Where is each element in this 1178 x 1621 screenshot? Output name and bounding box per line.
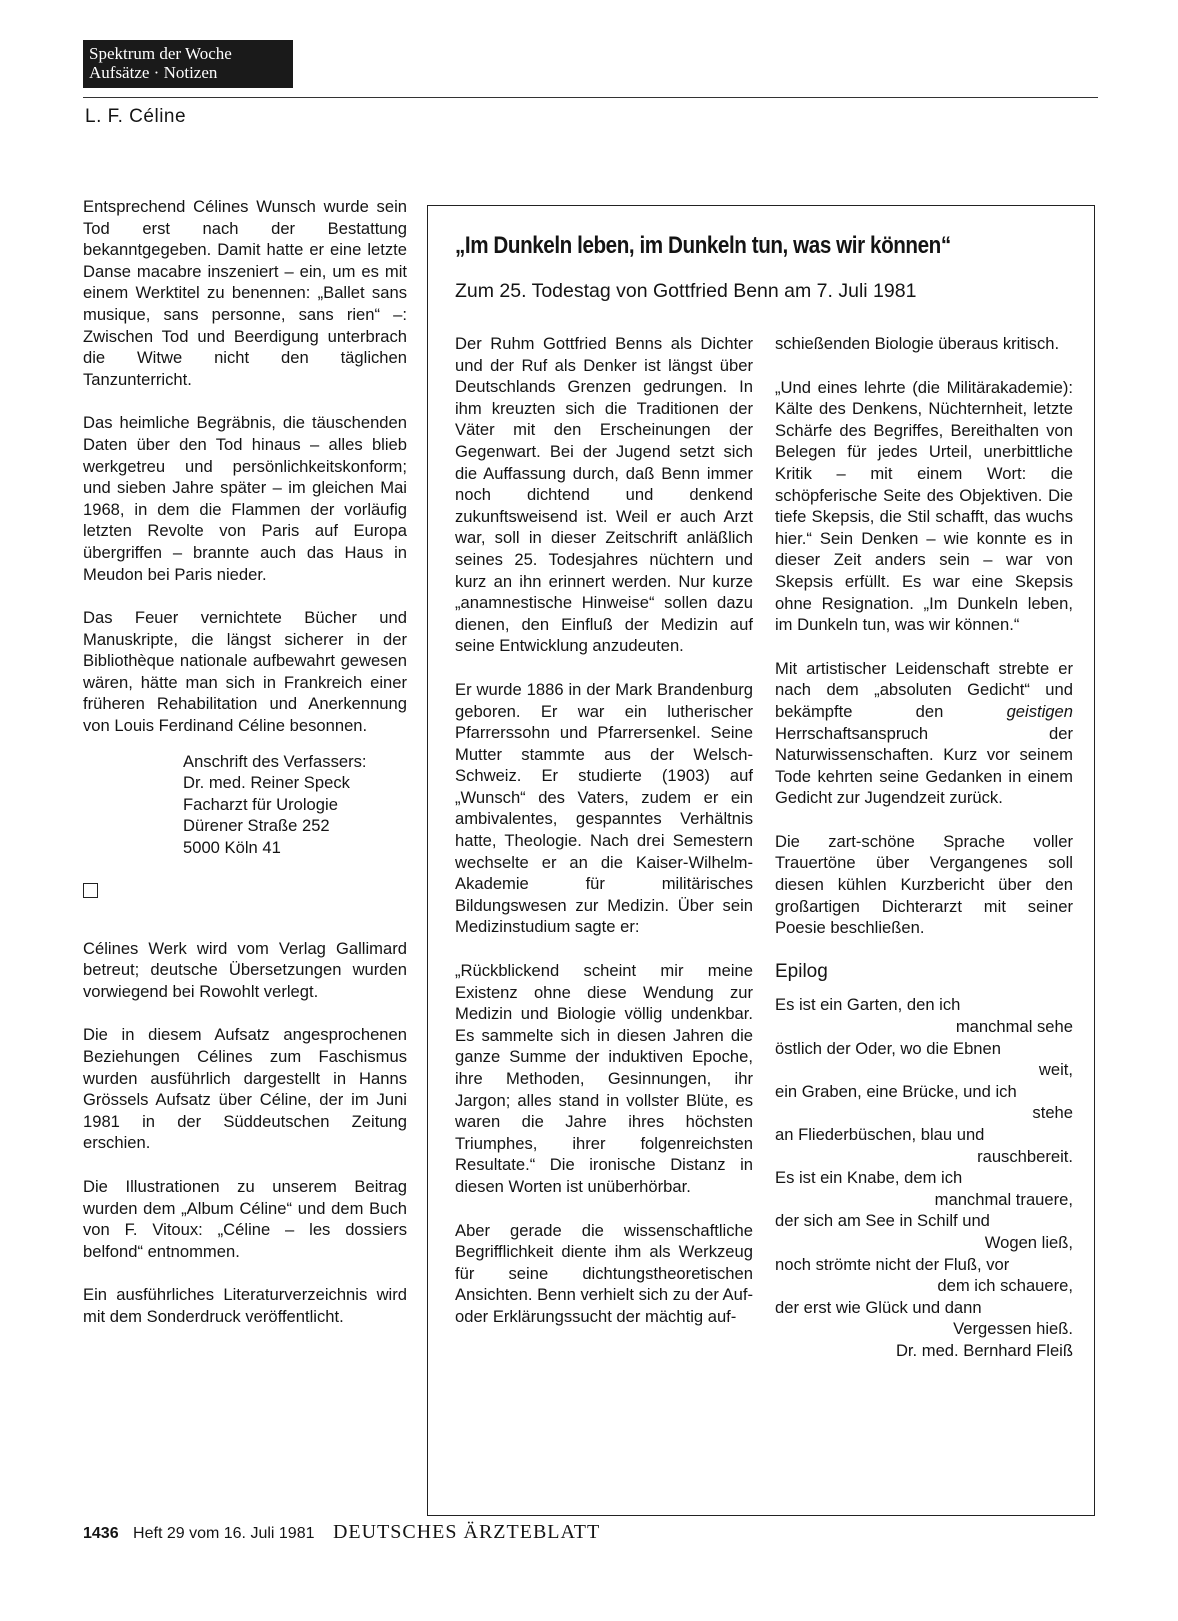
poem-line-end: Wogen ließ, [984, 1232, 1073, 1252]
paragraph: Das Feuer vernichtete Bücher und Manuskripte, die längst sicherer in der Bibliothèque nationale aufbewahrt gewesen wären, hätte man sich in Frankreich einer früheren Rehabilitation und Anerkennung von Louis Ferdinand Céline besonnen. [83, 608, 407, 736]
box-headline: „Im Dunkeln leben, im Dunkeln tun, was wir können“ [455, 232, 951, 259]
poem-line: Es ist ein Knabe, dem ich [775, 1168, 963, 1188]
address-line: 5000 Köln 41 [183, 838, 281, 858]
note-paragraph: Ein ausführliches Literaturverzeichnis wird mit dem Sonderdruck veröffentlicht. [83, 1285, 407, 1326]
section-rubric [83, 40, 293, 88]
paragraph: Aber gerade die wissenschaftliche Begrifflichkeit diente ihm als Werkzeug für seine dichtungstheoretischen Ansichten. Benn verhielt sich zu der Auf- oder Erklärungssucht der mächtig auf- [455, 1220, 753, 1326]
poem-line-end: weit, [1038, 1060, 1073, 1080]
address-line: Anschrift des Verfassers: [183, 751, 367, 771]
poem-line: der sich am See in Schilf und [775, 1211, 990, 1231]
poem-signature: Dr. med. Bernhard Fleiß [895, 1340, 1073, 1360]
poem-line: Es ist ein Garten, den ich [775, 995, 961, 1015]
rubric-line-2: Aufsätze · Notizen [89, 63, 218, 82]
paragraph: Das heimliche Begräbnis, die täuschenden Daten über den Tod hinaus – alles blieb werkgetreu und persönlichkeitskonform; und sieben Jahre später – im gleichen Mai 1968, in dem die Flammen der vorläufig letzten Revolte von Paris auf Europa übergriffen – brannte auch das Haus in Meudon bei Paris nieder. [83, 413, 407, 584]
epilog-heading: Epilog [775, 960, 828, 982]
paragraph: „Und eines lehrte (die Militärakademie): Kälte des Denkens, Nüchternheit, letzte Schärfe des Begriffes, Bereithalten von Belegen für jedes Urteil, unerbittliche Kritik – mit einem Wort: die schöpferische Seite des Objektiven. Die tiefe Skepsis, die Stil schafft, das wuchs hier.“ Sein Denken – wie konnte es in dieser Zeit anders sein – war von Skepsis erfüllt. Es war eine Skepsis ohne Resignation. „Im Dunkeln leben, im Dunkeln tun, was wir können.“ [775, 377, 1073, 635]
box-middle-column [455, 333, 753, 1350]
rubric-line-1: Spektrum der Woche [89, 44, 232, 63]
poem-line: ein Graben, eine Brücke, und ich [775, 1081, 1017, 1101]
address-line: Dürener Straße 252 [183, 816, 330, 836]
paragraph: Der Ruhm Gottfried Benns als Dichter und der Ruf als Denker ist längst über Deutschlands Grenzen gedrungen. In ihm kreuzten sich die Traditionen der Väter mit den Erscheinungen der Gegenwart. Bei der Jugend setzt sich die Auffassung durch, daß Benn immer noch dichtend und denkend zukunftsweisend ist. Weil er auch Arzt war, soll in dieser Zeitschrift anläßlich seines 25. Todesjahres nüchtern und kurz an ihn erinnert werden. Nur kurze „anamnestische Hinweise“ sollen dazu dienen, den Einfluß der Medizin auf seine Entwicklung anzudeuten. [455, 334, 753, 656]
paragraph-text: Mit artistischer Leidenschaft strebte er nach dem „absoluten Gedicht“ und bekämpfte den [775, 658, 1073, 721]
poem-line: der erst wie Glück und dann [775, 1297, 982, 1317]
issue-info: Heft 29 vom 16. Juli 1981 [133, 1525, 315, 1542]
poem-line-end: manchmal sehe [955, 1017, 1073, 1037]
address-line: Dr. med. Reiner Speck [183, 773, 350, 793]
note-paragraph: Die Illustrationen zu unserem Beitrag wurden dem „Album Céline“ und dem Buch von F. Vitoux: „Céline – les dossiers belfond“ entnommen. [83, 1176, 407, 1261]
poem-line: östlich der Oder, wo die Ebnen [775, 1038, 1001, 1058]
note-paragraph: Die in diesem Aufsatz angesprochenen Beziehungen Célines zum Faschismus wurden ausführlich dargestellt in Hanns Grössels Aufsatz über Céline, der im Juni 1981 in der Süddeutschen Zeitung erschien. [83, 1025, 407, 1153]
poem [775, 994, 1073, 1340]
poem-line: noch strömte nicht der Fluß, vor [775, 1254, 1010, 1274]
author-address [183, 751, 407, 859]
paragraph [775, 658, 1073, 809]
address-line: Facharzt für Urologie [183, 794, 338, 814]
page-number: 1436 [83, 1525, 119, 1542]
box-subhead: Zum 25. Todestag von Gottfried Benn am 7. Juli 1981 [455, 280, 917, 302]
poem-line-end: dem ich schauere, [937, 1276, 1073, 1296]
paragraph: Er wurde 1886 in der Mark Brandenburg geboren. Er war ein lutherischer Pfarrerssohn und Pfarrersenkel. Seine Mutter stammte aus der Welsch-Schweiz. Er studierte (1903) auf „Wunsch“ des Vaters, zudem er ein ambivalentes, gespanntes Verhältnis hatte, Theologie. Nach drei Semestern wechselte er an die Kaiser-Wilhelm-Akademie für militärisches Bildungswesen zur Medizin. Über sein Medizinstudium sagte er: [455, 679, 753, 937]
note-paragraph: Célines Werk wird vom Verlag Gallimard betreut; deutsche Übersetzungen wurden vorwiegend bei Rowohlt verlegt. [83, 938, 407, 1001]
paragraph: schießenden Biologie überaus kritisch. [775, 334, 1060, 353]
paragraph: Die zart-schöne Sprache voller Trauertöne über Vergangenes soll diesen kühlen Kurzbericht über den großartigen Dichterarzt mit seiner Poesie beschließen. [775, 831, 1073, 938]
box-right-column [775, 333, 1073, 1362]
article-author: L. F. Céline [85, 106, 187, 127]
poem-line-end: rauschbereit. [977, 1146, 1073, 1166]
paragraph-text: Herrschaftsanspruch der Naturwissenschaften. Kurz vor seinem Tode kehrten seine Gedanken in einem Gedicht zur Jugendzeit zurück. [775, 723, 1073, 808]
magazine-title: DEUTSCHES ÄRZTEBLATT [332, 1521, 601, 1543]
poem-line-end: stehe [1032, 1103, 1073, 1123]
left-column [83, 196, 407, 1350]
paragraph: Entsprechend Célines Wunsch wurde sein Tod erst nach der Bestattung bekanntgegeben. Damit hatte er eine letzte Danse macabre inszeniert – ein, um es mit einem Werktitel zu benennen: „Ballet sans musique, sans personne, sans rien“ –: Zwischen Tod und Beerdigung unterbrach die Witwe nicht den täglichen Tanzunterricht. [83, 197, 407, 389]
poem-line: an Fliederbüschen, blau und [775, 1125, 985, 1144]
page-footer [83, 1521, 600, 1544]
end-mark-square-icon [83, 883, 98, 898]
top-rule [83, 97, 1098, 98]
italic-word: geistigen [1006, 701, 1073, 721]
paragraph: „Rückblickend scheint mir meine Existenz ohne diese Wendung zur Medizin und Biologie völlig undenkbar. Es sammelte sich in diesen Jahren die ganze Summe der induktiven Epoche, ihre Methoden, Gesinnungen, ihr Jargon; alles stand in vollster Blüte, es waren die Jahre ihres höchsten Triumphes, ihrer folgenreichsten Resultate.“ Die ironische Distanz in diesen Worten ist unüberhörbar. [455, 961, 753, 1196]
poem-line-end: manchmal trauere, [934, 1189, 1073, 1209]
poem-line-end: Vergessen hieß. [953, 1319, 1073, 1339]
